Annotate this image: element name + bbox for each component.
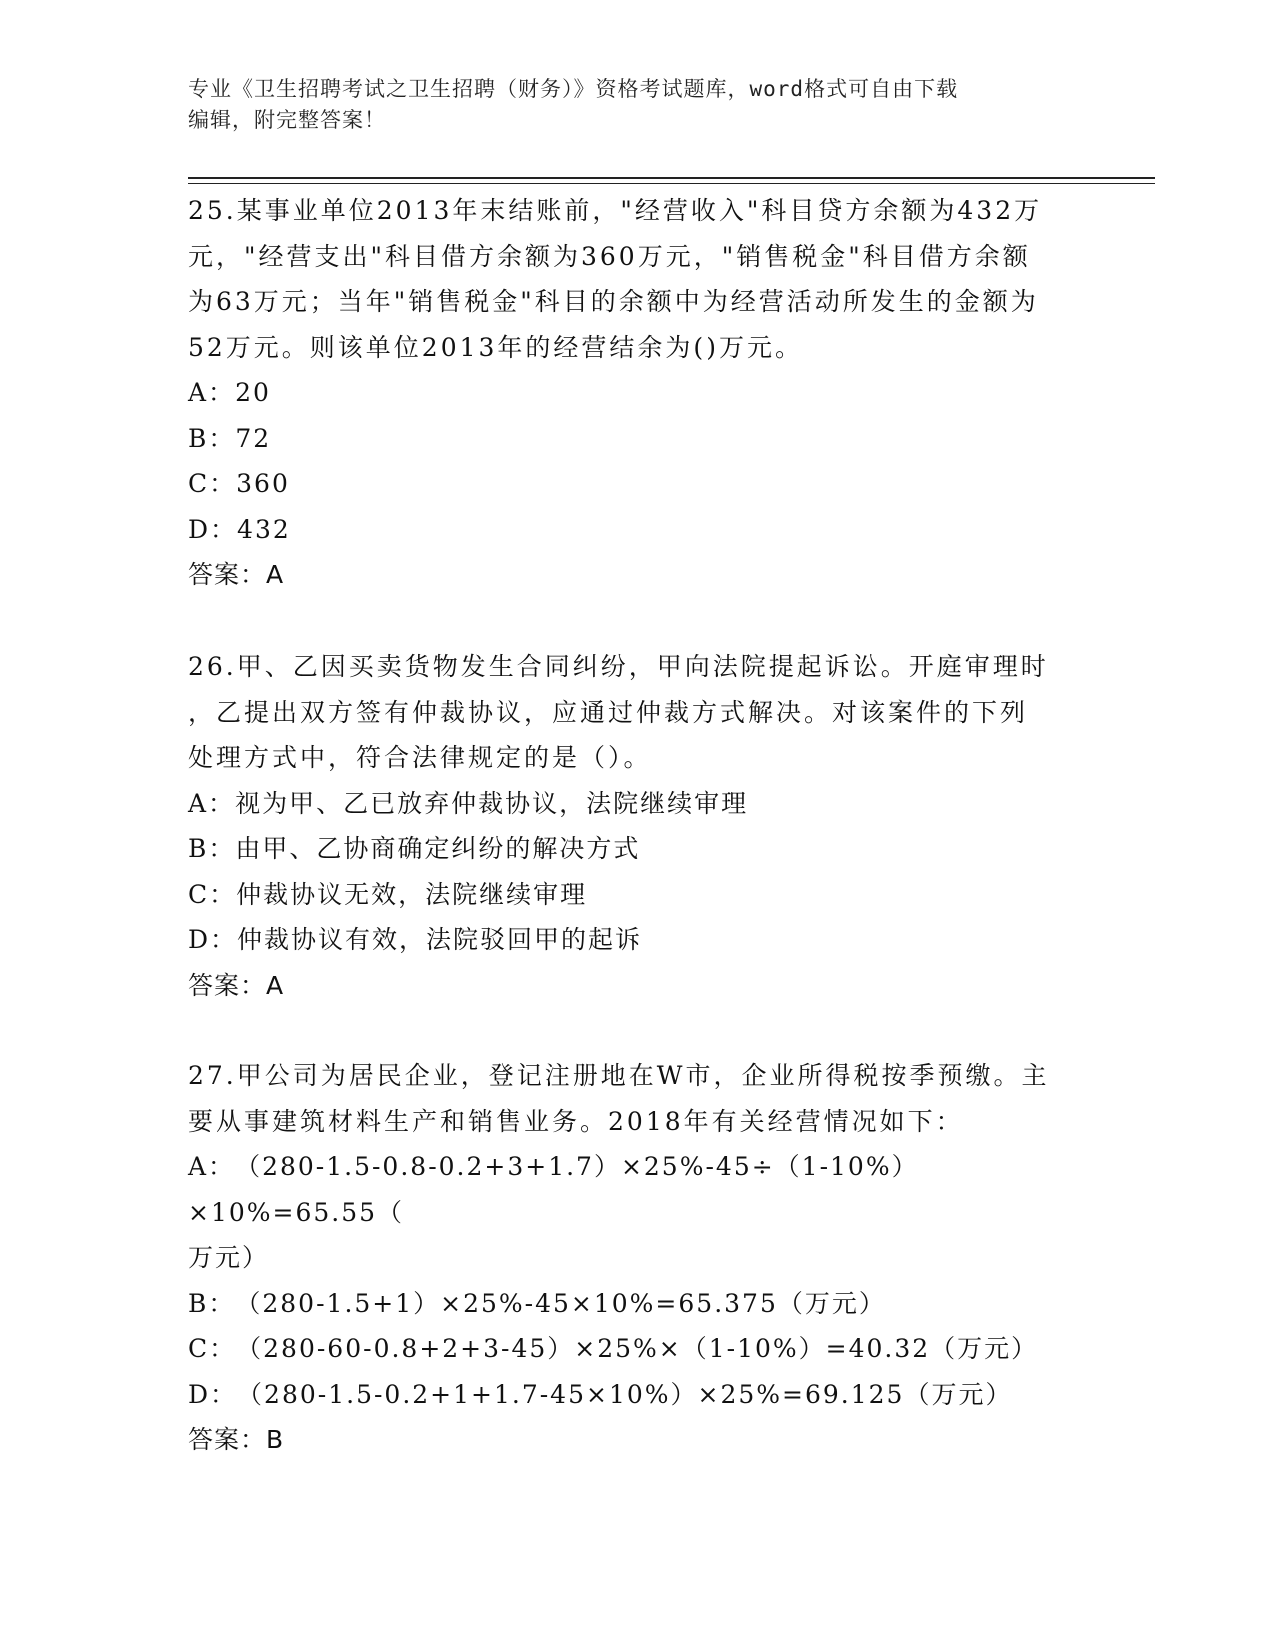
option-text: 视为甲、乙已放弃仲裁协议，法院继续审理 xyxy=(235,788,749,818)
option-a xyxy=(188,370,1088,416)
option-key: B： xyxy=(188,834,236,863)
option-d xyxy=(188,1372,1088,1418)
option-key: D： xyxy=(188,514,238,544)
option-key: D： xyxy=(188,925,238,954)
header-line: 编辑，附完整答案！ xyxy=(188,108,386,132)
option-a-continued xyxy=(188,1235,1088,1281)
question-stem-line: 27.甲公司为居民企业，登记注册地在W市，企业所得税按季预缴。主 xyxy=(188,1061,1050,1090)
option-text: 万元） xyxy=(188,1243,270,1272)
question-stem-line: 25.某事业单位2013年末结账前，"经营收入"科目贷方余额为432万 xyxy=(188,196,1043,225)
question-stem-line: ，乙提出双方签有仲裁协议，应通过仲裁方式解决。对该案件的下列 xyxy=(188,697,1029,727)
option-key: A： xyxy=(188,378,236,407)
option-text: （280-60-0.8+2+3-45）×25%×（1-10%）=40.32（万元） xyxy=(236,1334,1039,1363)
page-header xyxy=(188,74,1068,136)
option-text: （280-1.5-0.8-0.2+3+1.7）×25%-45÷（1-10%）×10%=65.55（ xyxy=(188,1152,919,1227)
option-a xyxy=(188,781,1088,827)
header-line: 专业《卫生招聘考试之卫生招聘（财务）》资格考试题库，word格式可自由下载 xyxy=(188,77,959,101)
option-b xyxy=(188,416,1088,462)
option-a xyxy=(188,1144,1088,1235)
header-divider xyxy=(188,177,1155,179)
option-key: D： xyxy=(188,1379,238,1409)
question-stem-line: 26.甲、乙因买卖货物发生合同纠纷，甲向法院提起诉讼。开庭审理时 xyxy=(188,652,1049,681)
option-text: （280-1.5-0.2+1+1.7-45×10%）×25%=69.125（万元） xyxy=(237,1379,1013,1409)
question-26 xyxy=(188,644,1088,1008)
question-25 xyxy=(188,188,1088,598)
option-key: A： xyxy=(188,1152,236,1181)
question-27 xyxy=(188,1053,1088,1463)
answer-label: 答案：A xyxy=(188,970,285,1000)
option-c xyxy=(188,1326,1088,1372)
option-text: 仲裁协议有效，法院驳回甲的起诉 xyxy=(237,925,643,954)
option-b xyxy=(188,1281,1088,1327)
option-text: 360 xyxy=(236,469,290,498)
question-stem-line: 为63万元；当年"销售税金"科目的余额中为经营活动所发生的金额为 xyxy=(188,287,1039,316)
option-text: 432 xyxy=(237,514,291,544)
option-text: 仲裁协议无效，法院继续审理 xyxy=(236,879,588,909)
option-key: B： xyxy=(188,1288,236,1318)
option-key: A： xyxy=(188,788,236,818)
option-key: C： xyxy=(188,469,237,498)
option-text: 由甲、乙协商确定纠纷的解决方式 xyxy=(235,834,641,863)
option-b xyxy=(188,826,1088,872)
option-text: （280-1.5+1）×25%-45×10%=65.375（万元） xyxy=(235,1288,886,1318)
answer-label: 答案：A xyxy=(188,560,285,589)
option-key: C： xyxy=(188,879,237,909)
option-d xyxy=(188,917,1088,963)
option-key: B： xyxy=(188,423,236,453)
option-c xyxy=(188,872,1088,918)
option-text: 72 xyxy=(235,423,272,453)
answer-label: 答案：B xyxy=(188,1425,285,1454)
question-stem-line: 要从事建筑材料生产和销售业务。2018年有关经营情况如下： xyxy=(188,1106,964,1136)
option-d xyxy=(188,507,1088,553)
option-key: C： xyxy=(188,1334,237,1363)
header-divider xyxy=(188,183,1155,184)
question-stem-line: 处理方式中，符合法律规定的是（）。 xyxy=(188,743,652,772)
option-text: 20 xyxy=(235,378,271,407)
question-stem-line: 52万元。则该单位2013年的经营结余为()万元。 xyxy=(188,332,803,362)
question-stem-line: 元，"经营支出"科目借方余额为360万元，"销售税金"科目借方余额 xyxy=(188,241,1031,271)
option-c xyxy=(188,461,1088,507)
